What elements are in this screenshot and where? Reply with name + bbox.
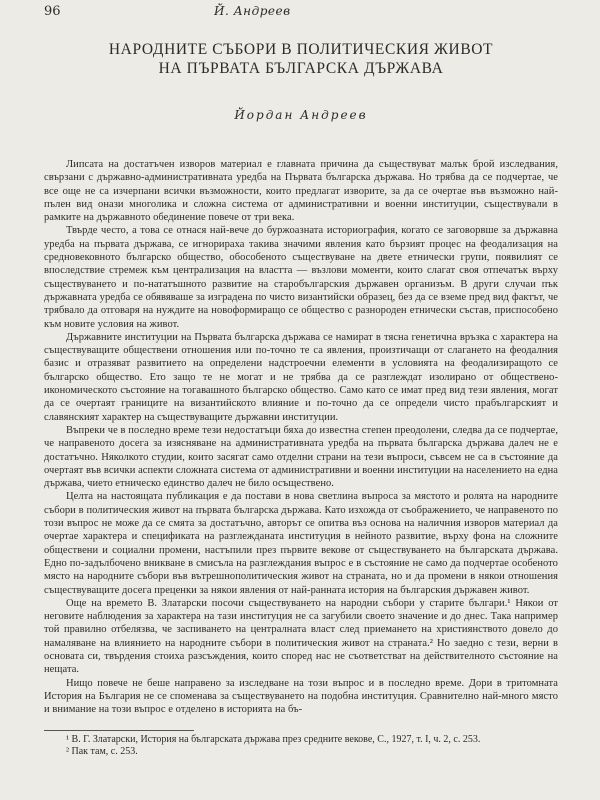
paragraph: Държавните институции на Първата българска държава се намират в тясна генетична връзка с характера на съществуващите обществени отношения или по-точно те са явления, произтичащи от слагането на феодалния базис и отразяват развитието на определени надстроечни елементи в условията на феодализиращото се българско общество. Ето защо те не могат и не трябва да се разглеждат изолирано от обществено-икономическото състояние на тогавашното българско общество. Само като се имат пред вид тези явления, могат да се очертаят границите на византийското влияние и по-точно да се определи чисто прабългарският и славянският характер на съществуващите държавни институции.: [44, 331, 558, 423]
paragraph: Още на времето В. Златарски посочи съществуването на народни събори у старите българи.¹ Някои от неговите наблюдения за характера на тази институция не са загубили своето значение и до днес. Така например той правилно отбелязва, че заспиването на централната власт след приемането на християнството довело до намаляване на влиянието на народните събори в политическия живот на страната.² Но заедно с тези, верни в основата си, твърдения стоиха разсъждения, които според нас не съответстват на действителното състояние на нещата.: [44, 597, 558, 676]
article-author: Йордан Андреев: [234, 108, 368, 122]
footnote-separator: [44, 730, 194, 731]
footnote: ¹ В. Г. Златарски, История на българската държава през средните векове, С., 1927, т. I, ч. 2, с. 253.: [66, 734, 481, 746]
paragraph: Твърде често, а това се отнася най-вече до буржоазната историография, когато се заговорвше за държавна уредба на първата държава, се игнорираха такива значими явления като бързият процес на феодализация на средновековното българско общество, обособеното съществуване на двете етнически групи, появилият се впоследствие стремеж към централизация на властта — възлови моменти, които слагат своя отпечатък върху съществуването и по-нататъшното развитие на старобългарския държавен организъм. В други случаи пък държавната уредба се обявяваше за изградена по чисто византийски образец, без да се вземе пред вид фактът, че трябвало да отговаря на нуждите на новоформиращо се общество с разнороден етнически състав, приспособено към новите условия на живот.: [44, 225, 558, 330]
paragraph: Нищо повече не беше направено за изследване на този въпрос и в последно време. Дори в тритомната История на България не се споменава за съществуването на подобна институция. Сравнително най-много място и внимание на този въпрос е отделено в историята на бъ-: [44, 677, 558, 716]
paragraph: Целта на настоящата публикация е да постави в нова светлина въпроса за мястото и ролята на народните събори в политическия живот на първата българска държава. Като изхожда от съображението, че направеното по този въпрос не може да се смята за достатъчно, авторът се опитва въз основа на наличния изворов материал да очертае характера и спецификата на разглежданата институция в нейното развитие, върху фона на сложните обществени и социални промени, настъпили през първите векове от съществуването на българската държава. Едно по-задълбочено вникване в смисъла на разглеждания въпрос е в състояние не само да подчертае особеното място на народните събори във вътрешнополитическия живот на страната, но и да промени в някои отношения съществуващите досега преценки за някои явления от най-ранната история на българския държавен живот.: [44, 491, 558, 596]
paragraph: Въпреки че в последно време тези недостатъци бяха до известна степен преодолени, следва да се подчертае, че направеното досега за изясняване на административната уредба на първата българска държава далеч не е достатъчно. Няколкото студии, които засягат само отделни страни на тези въпроси, съвсем не са в състояние да очертаят във всички аспекти сложната система от административни и военни институции на населението на една държава, чието етническо единство далеч не било осъществено.: [44, 424, 558, 490]
running-header: [44, 4, 558, 24]
article-title-line-1: НАРОДНИТЕ СЪБОРИ В ПОЛИТИЧЕСКИЯ ЖИВОТ: [108, 41, 494, 58]
article-title-line-2: НА ПЪРВАТА БЪЛГАРСКА ДЪРЖАВА: [158, 60, 444, 77]
article-body: [44, 158, 558, 716]
paragraph: Липсата на достатъчен изворов материал е главната причина да съществуват малък брой изследвания, свързани с държавно-административната уредба на Първата българска държава. Но трябва да се подчертае, че все още не са изчерпани всички възможности, които предлагат изворите, за да се очертае във възможно най-пълен вид онази многолика и сложна система от административни и военни институции, съществували в рамките на държавното обединение повече от три века.: [44, 159, 558, 224]
footnote: ² Пак там, с. 253.: [66, 746, 138, 758]
running-author: Й. Андреев: [214, 4, 291, 18]
page-number: 96: [44, 4, 61, 19]
footnotes: [44, 734, 558, 758]
article-title: [44, 40, 558, 78]
